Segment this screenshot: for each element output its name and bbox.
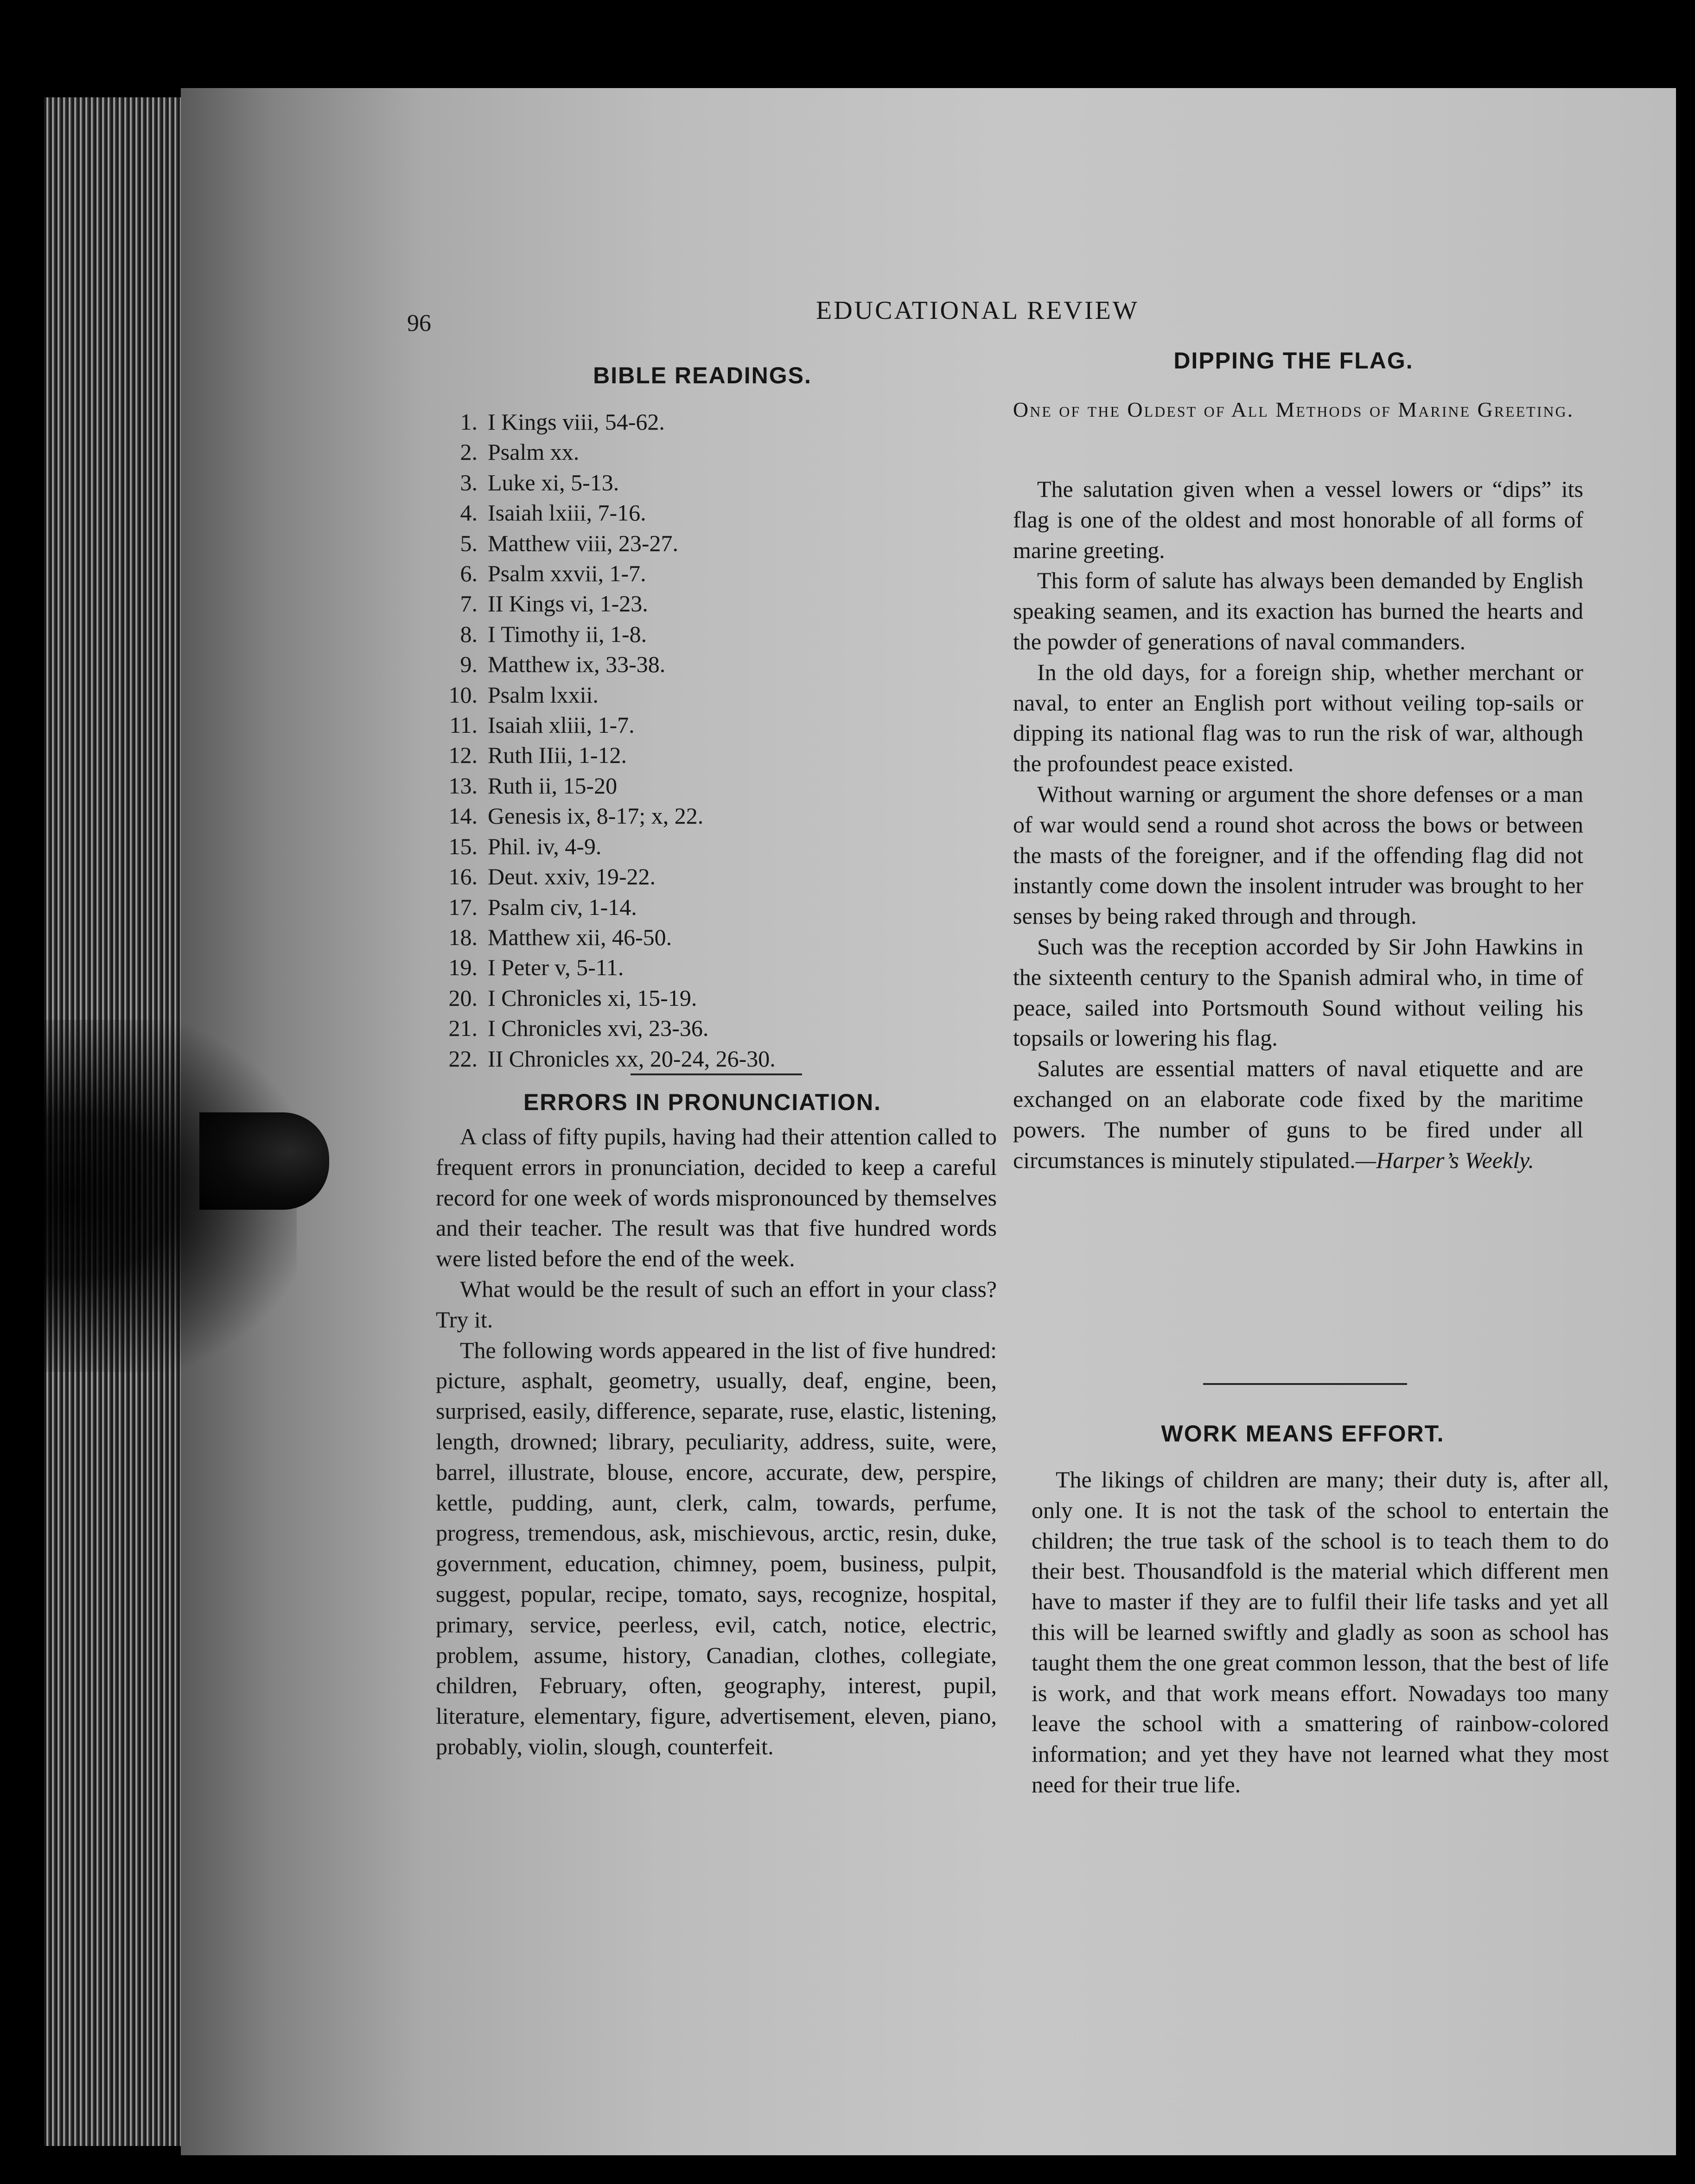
bible-reading-number: 15. — [448, 833, 478, 859]
bible-reading-reference: Phil. iv, 4-9. — [488, 833, 602, 859]
bible-reading-number: 21. — [448, 1015, 478, 1041]
bible-reading-item — [427, 1013, 776, 1043]
bible-reading-item — [427, 983, 776, 1013]
bible-reading-number: 22. — [448, 1045, 478, 1072]
thumb — [199, 1112, 329, 1210]
bible-reading-number: 4. — [460, 500, 478, 526]
running-head: EDUCATIONAL REVIEW — [816, 296, 1139, 325]
errors-paragraph-2: What would be the result of such an effort in your class? Try it. — [436, 1276, 997, 1333]
bible-reading-item — [427, 559, 776, 589]
bible-reading-reference: Isaiah xliii, 1-7. — [488, 712, 635, 738]
bible-reading-reference: I Chronicles xvi, 23-36. — [488, 1015, 709, 1041]
flag-paragraph-1: The salutation given when a vessel lowers or “dips” its flag is one of the oldest and most honorable of all forms of marine greeting. — [1013, 476, 1583, 563]
bible-reading-reference: Ruth ii, 15-20 — [488, 772, 618, 799]
page-number: 96 — [407, 310, 431, 336]
bible-reading-number: 3. — [460, 469, 478, 495]
bible-reading-reference: I Chronicles xi, 15-19. — [488, 984, 697, 1011]
bible-reading-number: 19. — [448, 954, 478, 981]
flag-source-credit: —Harper’s Weekly. — [1355, 1147, 1534, 1173]
bible-reading-number: 12. — [448, 742, 478, 768]
bible-reading-number: 10. — [448, 681, 478, 708]
dipping-the-flag-subtitle: One of the Oldest of All Methods of Marine Greeting. — [1013, 398, 1574, 421]
bible-readings-title: BIBLE READINGS. — [593, 362, 812, 388]
bible-reading-number: 17. — [448, 894, 478, 920]
bible-reading-item — [427, 801, 776, 831]
bible-reading-item — [427, 680, 776, 710]
dipping-the-flag-body — [1013, 474, 1583, 1175]
bible-reading-number: 2. — [460, 439, 478, 465]
bible-reading-item — [427, 407, 776, 437]
work-paragraph: The likings of children are many; their duty is, after all, only one. It is not the task of the school to entertain the children; the true task of the school is to teach them to do their best. Thousandfold is the material which different men have to master if they are to fulfil their life tasks and yet all this will be learned swiftly and gladly as soon as school has taught them the one great common lesson, that the best of life is work, and that work means effort. Nowadays too many leave the school with a smattering of rainbow-colored information; and yet they have not learned what they most need for their true life. — [1032, 1467, 1609, 1797]
bible-reading-number: 1. — [460, 409, 478, 435]
bible-reading-number: 9. — [460, 651, 478, 678]
bible-reading-item — [427, 771, 776, 801]
bible-reading-reference: Genesis ix, 8-17; x, 22. — [488, 803, 704, 829]
flag-paragraph-5: Such was the reception accorded by Sir John Hawkins in the sixteenth century to the Spanish admiral who, in time of peace, sailed into Portsmouth Sound without veiling his topsails or lowering his flag. — [1013, 933, 1583, 1051]
bible-reading-number: 6. — [460, 560, 478, 587]
bible-reading-number: 11. — [449, 712, 478, 738]
bible-reading-reference: Psalm xx. — [488, 439, 580, 465]
bible-reading-item — [427, 589, 776, 619]
bible-reading-reference: Psalm xxvii, 1-7. — [488, 560, 646, 587]
bible-reading-item — [427, 649, 776, 679]
bible-reading-item — [427, 952, 776, 983]
bible-reading-item — [427, 892, 776, 922]
bible-reading-number: 7. — [460, 590, 478, 617]
flag-last-paragraph-text: Salutes are essential matters of naval etiquette and are exchanged on an elaborate code fixed by the maritime powers. The number of guns to be fired under all circumstances is minutely stipulated. — [1013, 1055, 1583, 1173]
flag-paragraph-3: In the old days, for a foreign ship, whether merchant or naval, to enter an English port without veiling top-sails or dipping its national flag was to run the risk of war, although the profoundest peace existed. — [1013, 659, 1583, 777]
bible-reading-item — [427, 710, 776, 740]
section-divider-2 — [1203, 1383, 1407, 1385]
bible-reading-item — [427, 832, 776, 862]
bible-reading-item — [427, 862, 776, 892]
bible-reading-reference: Isaiah lxiii, 7-16. — [488, 500, 646, 526]
bible-reading-number: 16. — [448, 863, 478, 890]
bible-readings-list — [427, 407, 776, 1074]
bible-reading-reference: Ruth IIii, 1-12. — [488, 742, 627, 768]
errors-title: ERRORS IN PRONUNCIATION. — [523, 1089, 882, 1115]
bible-reading-number: 13. — [448, 772, 478, 799]
bible-reading-number: 20. — [448, 984, 478, 1011]
work-means-effort-title: WORK MEANS EFFORT. — [1161, 1421, 1445, 1447]
bible-reading-reference: I Timothy ii, 1-8. — [488, 621, 647, 647]
bible-reading-number: 18. — [448, 924, 478, 950]
flag-paragraph-2: This form of salute has always been demanded by English speaking seamen, and its exaction has burned the hearts and the powder of generations of naval commanders. — [1013, 567, 1583, 654]
errors-body — [436, 1122, 997, 1762]
bible-reading-number: 14. — [448, 803, 478, 829]
section-divider — [631, 1073, 802, 1075]
bible-reading-item — [427, 528, 776, 559]
bible-reading-reference: I Kings viii, 54-62. — [488, 409, 665, 435]
bible-reading-reference: Luke xi, 5-13. — [488, 469, 619, 495]
flag-paragraph-6 — [1013, 1054, 1583, 1175]
bible-reading-item — [427, 498, 776, 528]
bible-reading-reference: I Peter v, 5-11. — [488, 954, 624, 981]
bible-reading-reference: Matthew xii, 46-50. — [488, 924, 672, 950]
bible-reading-reference: Psalm lxxii. — [488, 681, 599, 708]
bible-reading-reference: Matthew ix, 33-38. — [488, 651, 666, 678]
bible-reading-item — [427, 437, 776, 467]
bible-reading-number: 5. — [460, 530, 478, 556]
errors-paragraph-3: The following words appeared in the list of five hundred: picture, asphalt, geometry, usually, deaf, engine, been, surprised, easily, difference, separate, ruse, elastic, listening, length, drowned; library, peculiarity, address, suite, were, barrel, illustrate, blouse, encore, accurate, dew, perspire, kettle, pudding, aunt, clerk, calm, towards, perfume, progress, tremendous, ask, mischievous, arctic, resin, duke, government, education, chimney, poem, business, pulpit, suggest, popular, recipe, tomato, says, recognize, hospital, primary, service, peerless, evil, catch, notice, electric, problem, assume, history, Canadian, clothes, collegiate, children, February, often, geography, interest, pupil, literature, elementary, figure, advertisement, eleven, piano, probably, violin, slough, counterfeit. — [436, 1337, 997, 1759]
bible-reading-item — [427, 740, 776, 770]
bible-reading-number: 8. — [460, 621, 478, 647]
bible-reading-item — [427, 619, 776, 649]
errors-paragraph-1: A class of fifty pupils, having had their attention called to frequent errors in pronunciation, decided to keep a careful record for one week of words mispronounced by themselves and their teacher. The result was that five hundred words were listed before the end of the week. — [436, 1124, 997, 1272]
bible-reading-reference: Deut. xxiv, 19-22. — [488, 863, 656, 890]
bible-reading-reference: Matthew viii, 23-27. — [488, 530, 679, 556]
bible-reading-item — [427, 922, 776, 952]
bible-reading-item — [427, 468, 776, 498]
bible-reading-reference: Psalm civ, 1-14. — [488, 894, 637, 920]
bible-reading-reference: II Chronicles xx, 20-24, 26-30. — [488, 1045, 776, 1072]
flag-paragraph-4: Without warning or argument the shore defenses or a man of war would send a round shot across the bows or between the masts of the foreigner, and if the offending flag did not instantly come down the insolent intruder was brought to her senses by being raked through and through. — [1013, 781, 1583, 929]
bible-reading-item — [427, 1044, 776, 1074]
bible-reading-reference: II Kings vi, 1-23. — [488, 590, 648, 617]
work-means-effort-body — [1032, 1465, 1609, 1800]
dipping-the-flag-title: DIPPING THE FLAG. — [1173, 348, 1414, 374]
